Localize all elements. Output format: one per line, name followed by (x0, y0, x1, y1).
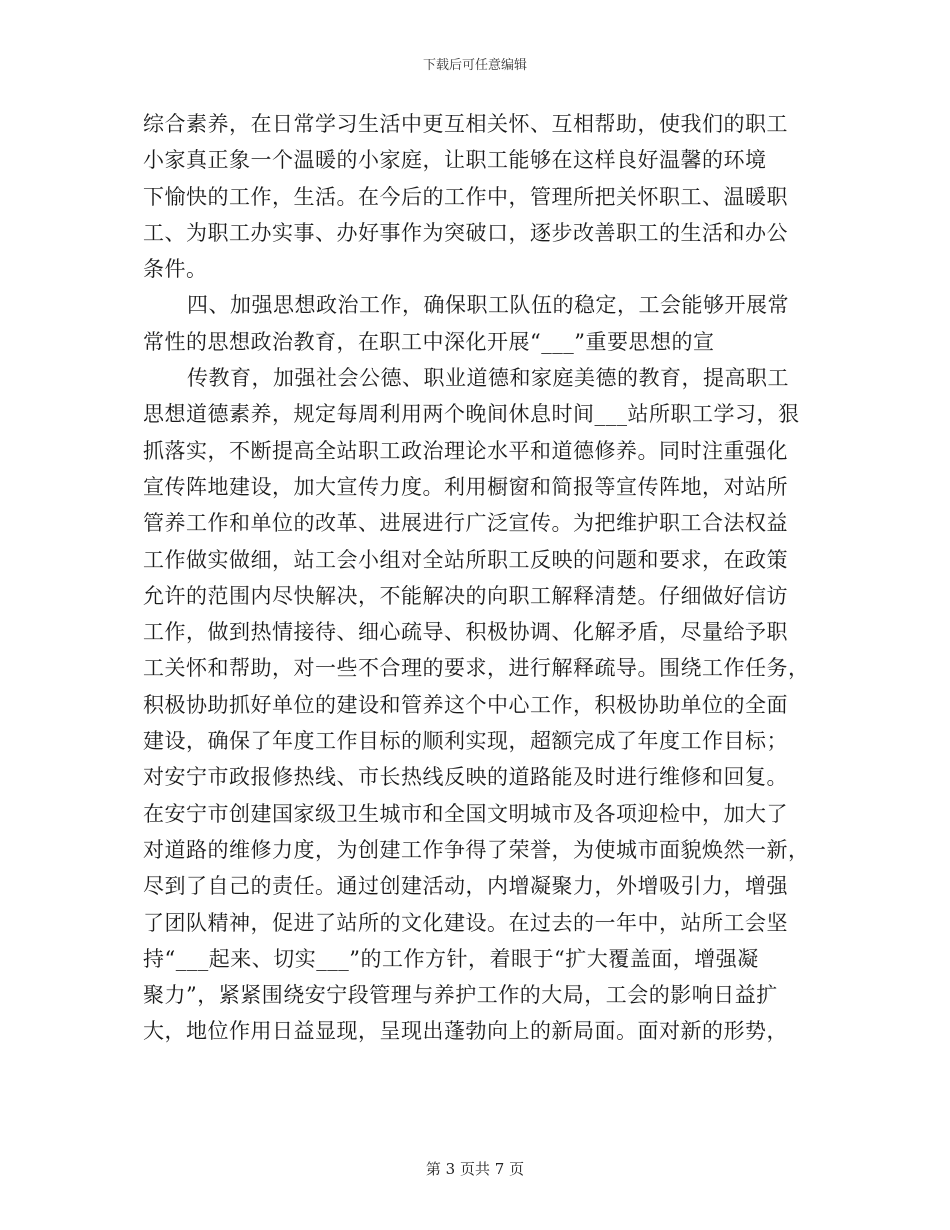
text-line: 建设，确保了年度工作目标的顺利实现，超额完成了年度工作目标； (143, 729, 788, 754)
text-line: 尽到了自己的责任。通过创建活动，内增凝聚力，外增吸引力，增强 (143, 874, 788, 899)
text-line: 管养工作和单位的改革、进展进行广泛宣传。为把维护职工合法权益 (143, 511, 788, 536)
text-line: 综合素养，在日常学习生活中更互相关怀、互相帮助，使我们的职工 (143, 112, 788, 136)
text-line: 工、为职工办实事、办好事作为突破口，逐步改善职工的生活和办公 (143, 220, 788, 245)
page-number-footer: 第 3 页共 7 页 (425, 1160, 525, 1178)
text-line: 积极协助抓好单位的建设和管养这个中心工作，积极协助单位的全面 (143, 692, 788, 717)
text-line: 小家真正象一个温暖的小家庭，让职工能够在这样良好温馨的环境 (143, 148, 767, 173)
text-line: 聚力”，紧紧围绕安宁段管理与养护工作的大局，工会的影响日益扩 (143, 983, 778, 1008)
text-line: 在安宁市创建国家级卫生城市和全国文明城市及各项迎检中，加大了 (143, 801, 788, 826)
page-header: 下载后可任意编辑 (422, 58, 527, 73)
document-body (143, 106, 811, 1050)
text-line: 常性的思想政治教育，在职工中深化开展“___”重要思想的宣 (143, 329, 715, 354)
text-line: 了团队精神，促进了站所的文化建设。在过去的一年中，站所工会坚 (143, 910, 788, 935)
text-line: 宣传阵地建设，加大宣传力度。利用橱窗和简报等宣传阵地，对站所 (143, 474, 788, 499)
text-line: 思想道德素养，规定每周利用两个晚间休息时间___站所职工学习，狠 (143, 402, 800, 427)
text-line: 条件。 (143, 257, 208, 282)
text-line: 大，地位作用日益显现，呈现出蓬勃向上的新局面。面对新的形势， (143, 1019, 788, 1044)
text-line: 工作做实做细，站工会小组对全站所职工反映的问题和要求，在政策 (143, 547, 788, 572)
paragraph-start-line: 传教育，加强社会公德、职业道德和家庭美德的教育，提高职工 (187, 366, 789, 391)
text-line: 对道路的维修力度，为创建工作争得了荣誉，为使城市面貌焕然一新， (143, 837, 810, 862)
text-line: 持“___起来、切实___”的工作方针，着眼于“扩大覆盖面，增强凝 (143, 946, 759, 971)
text-line: 工关怀和帮助，对一些不合理的要求，进行解释疏导。围绕工作任务， (143, 656, 810, 681)
text-line: 下愉快的工作，生活。在今后的工作中，管理所把关怀职工、温暖职 (143, 184, 788, 209)
text-line: 对安宁市政报修热线、市长热线反映的道路能及时进行维修和回复。 (143, 765, 788, 790)
paragraph-start-line: 四、加强思想政治工作，确保职工队伍的稳定，工会能够开展常 (187, 293, 789, 318)
text-line: 抓落实，不断提高全站职工政治理论水平和道德修养。同时注重强化 (143, 438, 788, 463)
text-line: 工作，做到热情接待、细心疏导、积极协调、化解矛盾，尽量给予职 (143, 620, 788, 645)
text-line: 允许的范围内尽快解决，不能解决的向职工解释清楚。仔细做好信访 (143, 583, 788, 608)
